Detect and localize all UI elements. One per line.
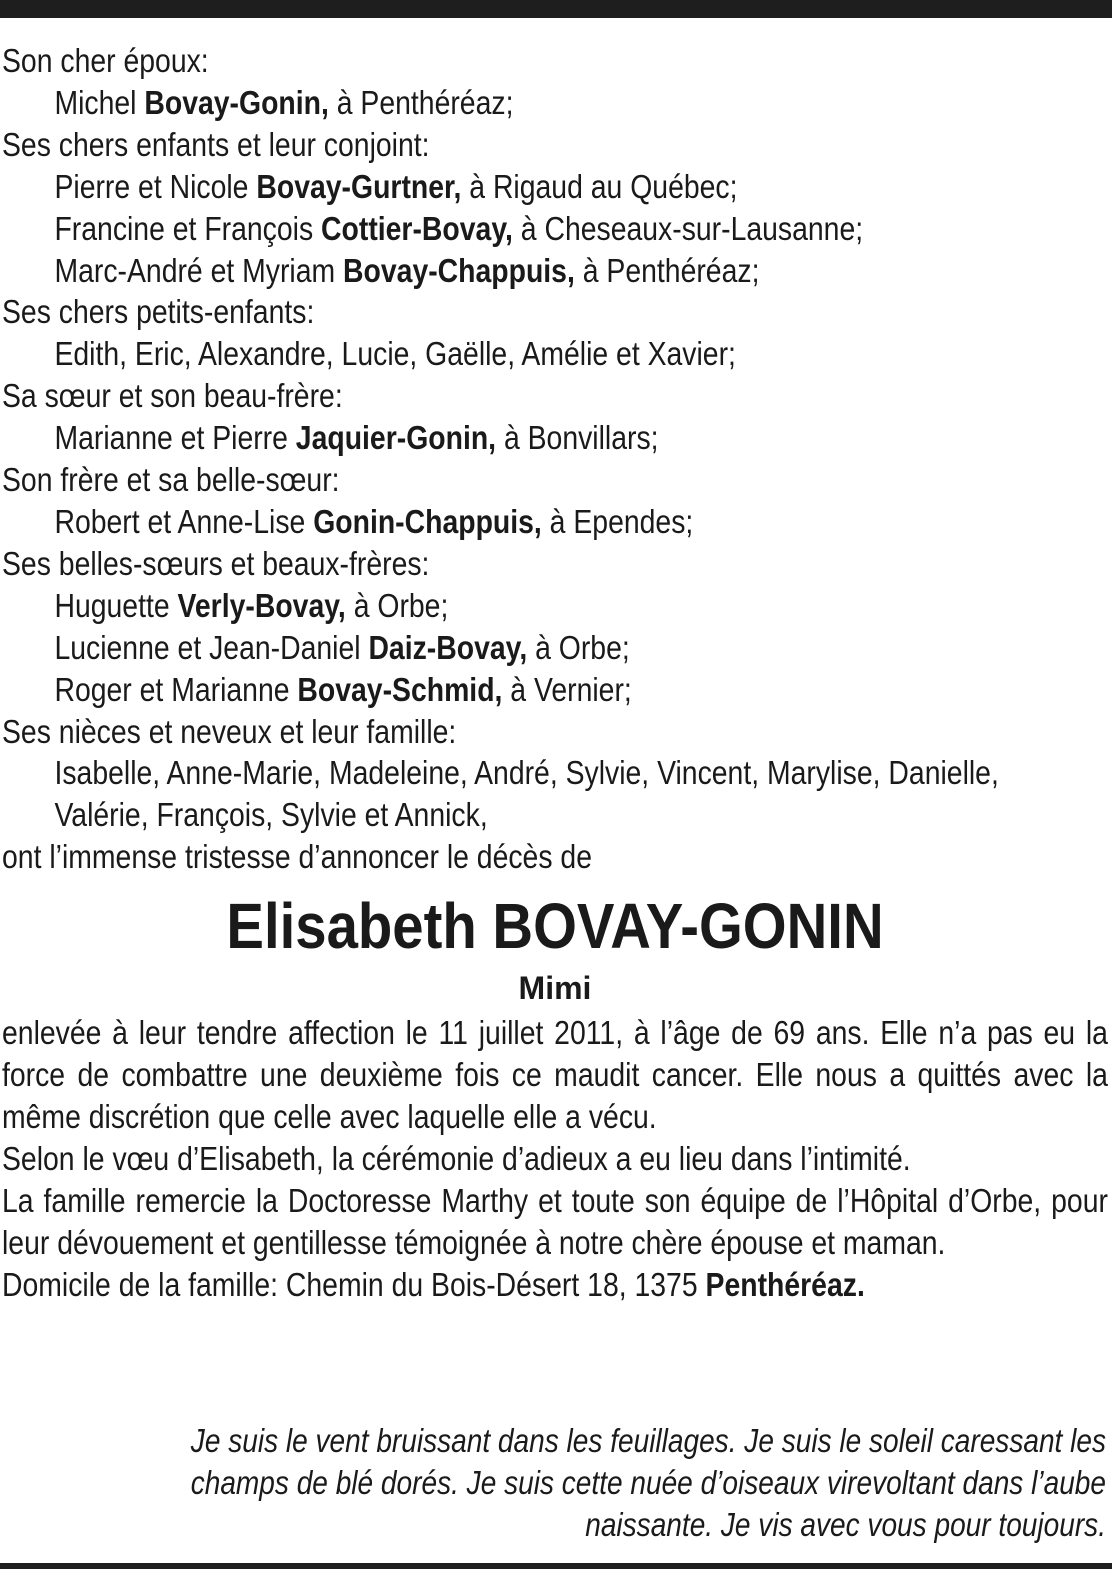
announcement-line: ont l’immense tristesse d’annoncer le décès de <box>2 838 592 876</box>
paragraph-thanks: La famille remercie la Doctoresse Marthy et toute son équipe de l’Hôpital d’Orbe, pour leur dévouement et gentillesse témoignée à notre chère épouse et maman. <box>2 1181 1108 1261</box>
group-heading: Ses chers enfants et leur conjoint: <box>2 125 430 163</box>
message-body <box>2 1012 1108 1305</box>
family-entry: Francine et François Cottier-Bovay, à Cheseaux-sur-Lausanne; <box>54 209 864 247</box>
group-heading: Ses chers petits-enfants: <box>2 293 315 331</box>
group-heading: Ses belles-sœurs et beaux-frères: <box>2 544 430 582</box>
surname: Bovay-Schmid, <box>297 670 503 708</box>
paragraph-affection: enlevée à leur tendre affection le 11 juillet 2011, à l’âge de 69 ans. Elle n’a pas eu la force de combattre une deuxième fois ce maudit cancer. Elle nous a quittés avec la même discrétion que celle avec laquelle elle a vécu. <box>2 1014 1108 1135</box>
group-heading: Sa sœur et son beau-frère: <box>2 377 343 415</box>
family-list <box>2 40 1108 878</box>
paragraph-address: Domicile de la famille: Chemin du Bois-Désert 18, 1375 Penthéréaz. <box>2 1265 865 1303</box>
quote-line: naissante. Je vis avec vous pour toujours. <box>585 1506 1106 1543</box>
family-entry: Huguette Verly-Bovay, à Orbe; <box>54 586 449 624</box>
address-town: Penthéréaz. <box>705 1265 865 1303</box>
deceased-nickname: Mimi <box>518 970 592 1007</box>
surname: Verly-Bovay, <box>177 586 346 624</box>
paragraph-ceremony: Selon le vœu d’Elisabeth, la cérémonie d’adieux a eu lieu dans l’intimité. <box>2 1139 911 1177</box>
closing-quote <box>10 1420 1107 1546</box>
surname: Jaquier-Gonin, <box>295 419 497 457</box>
surname: Cottier-Bovay, <box>321 209 513 247</box>
family-entry: Lucienne et Jean-Daniel Daiz-Bovay, à Orbe; <box>54 628 630 666</box>
obituary-content <box>2 40 1108 1305</box>
bottom-rule <box>0 1563 1112 1569</box>
family-entry: Marianne et Pierre Jaquier-Gonin, à Bonvillars; <box>54 419 659 457</box>
family-entry: Pierre et Nicole Bovay-Gurtner, à Rigaud au Québec; <box>54 167 738 205</box>
group-heading: Ses nièces et neveux et leur famille: <box>2 712 457 750</box>
family-entry: Michel Bovay-Gonin, à Penthéréaz; <box>54 83 514 121</box>
group-heading: Son cher époux: <box>2 42 209 79</box>
quote-line: Je suis le vent bruissant dans les feuillages. Je suis le soleil caressant les <box>190 1422 1106 1459</box>
group-heading: Son frère et sa belle-sœur: <box>2 461 340 499</box>
top-rule <box>0 0 1112 18</box>
surname: Gonin-Chappuis, <box>313 502 542 540</box>
family-entry: Edith, Eric, Alexandre, Lucie, Gaëlle, Amélie et Xavier; <box>54 335 736 373</box>
family-entry: Robert et Anne-Lise Gonin-Chappuis, à Ependes; <box>54 502 694 540</box>
family-entry: Isabelle, Anne-Marie, Madeleine, André, Sylvie, Vincent, Marylise, Danielle, <box>54 754 999 792</box>
family-entry: Roger et Marianne Bovay-Schmid, à Vernier; <box>54 670 632 708</box>
surname: Daiz-Bovay, <box>368 628 528 666</box>
family-entry: Marc-André et Myriam Bovay-Chappuis, à Penthéréaz; <box>54 251 760 289</box>
surname: Bovay-Chappuis, <box>343 251 575 289</box>
deceased-name: Elisabeth BOVAY-GONIN <box>226 890 884 963</box>
quote-line: champs de blé dorés. Je suis cette nuée d’oiseaux virevoltant dans l’aube <box>190 1464 1106 1501</box>
family-entry: Valérie, François, Sylvie et Annick, <box>54 796 488 834</box>
surname: Bovay-Gurtner, <box>256 167 462 205</box>
surname: Bovay-Gonin, <box>144 83 329 121</box>
